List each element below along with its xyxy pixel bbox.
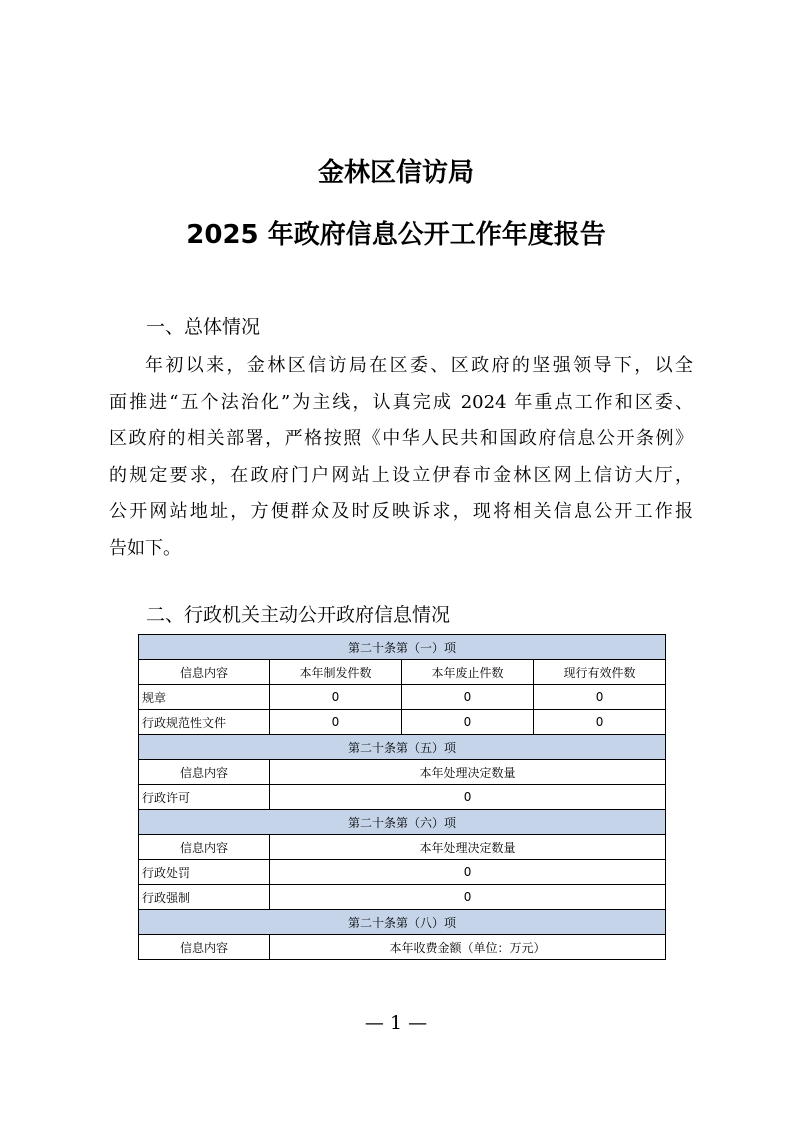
article-header: 第二十条第（五）项 [139,735,666,760]
table-cell: 0 [270,785,666,810]
document-title-line1: 金林区信访局 [317,158,474,188]
column-header: 信息内容 [139,760,270,785]
table-cell: 0 [270,685,402,710]
table-column-header-row [139,935,666,960]
row-label: 行政强制 [139,885,270,910]
paragraph-line: 年初以来，金林区信访局在区委、区政府的坚强领导下，以全 [145,355,693,376]
table-cell: 0 [402,685,534,710]
column-header: 现行有效件数 [534,660,666,685]
column-header: 本年收费金额（单位：万元） [270,935,666,960]
table-row [139,685,666,710]
paragraph-line: 的规定要求，在政府门户网站上设立伊春市金林区网上信访大厅， [109,464,693,486]
table-row [139,785,666,810]
table-row [139,710,666,735]
column-header: 信息内容 [139,835,270,860]
disclosure-table [138,634,666,960]
table-section-header-row [139,910,666,935]
table-cell: 0 [534,710,666,735]
paragraph-line: 公开网站地址，方便群众及时反映诉求，现将相关信息公开工作报 [109,501,693,522]
section2-heading: 二、行政机关主动公开政府信息情况 [146,604,451,626]
table-column-header-row [139,835,666,860]
article-header: 第二十条第（一）项 [139,635,666,660]
table-section-header-row [139,810,666,835]
row-label: 行政处罚 [139,860,270,885]
paragraph-line: 面推进“五个法治化”为主线，认真完成 2024 年重点工作和区委、 [109,391,693,413]
page-number: — 1 — [364,1012,428,1034]
paragraph-line: 告如下。 [109,537,181,559]
row-label: 规章 [139,685,270,710]
table-row [139,860,666,885]
document-title-line2: 2025 年政府信息公开工作年度报告 [186,220,606,250]
table-column-header-row [139,660,666,685]
section1-heading: 一、总体情况 [146,316,261,338]
table-section-header-row [139,735,666,760]
row-label: 行政许可 [139,785,270,810]
column-header: 本年制发件数 [270,660,402,685]
column-header: 本年废止件数 [402,660,534,685]
column-header: 信息内容 [139,935,270,960]
article-header: 第二十条第（六）项 [139,810,666,835]
row-label: 行政规范性文件 [139,710,270,735]
paragraph-line: 区政府的相关部署，严格按照《中华人民共和国政府信息公开条例》 [109,428,693,449]
table-cell: 0 [270,710,402,735]
section1-paragraph [109,348,693,567]
table-section-header-row [139,635,666,660]
table-cell: 0 [270,885,666,910]
table-row [139,885,666,910]
column-header: 本年处理决定数量 [270,835,666,860]
column-header: 信息内容 [139,660,270,685]
table-cell: 0 [534,685,666,710]
table-column-header-row [139,760,666,785]
table-cell: 0 [402,710,534,735]
column-header: 本年处理决定数量 [270,760,666,785]
article-header: 第二十条第（八）项 [139,910,666,935]
table-cell: 0 [270,860,666,885]
